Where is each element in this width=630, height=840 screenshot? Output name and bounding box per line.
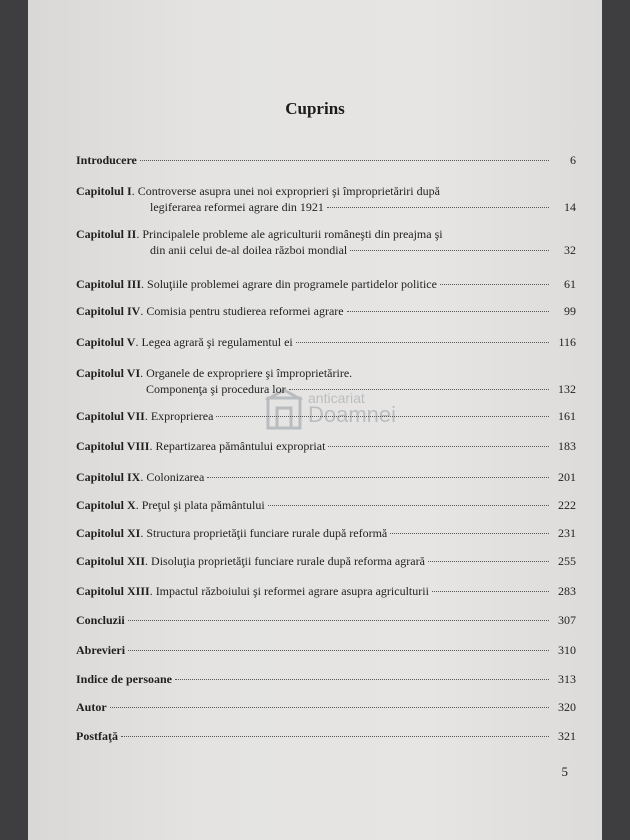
toc-entry-label: Concluzii bbox=[76, 613, 125, 627]
toc-entry-capitolul-6[interactable] bbox=[76, 365, 576, 397]
toc-entry-title: . Organele de expropriere şi împroprietărire. bbox=[140, 366, 353, 380]
toc-entry-title: . Comisia pentru studierea reformei agrare bbox=[140, 304, 344, 318]
toc-entry-label: Abrevieri bbox=[76, 643, 126, 657]
toc-entry-capitolul-10[interactable] bbox=[76, 497, 576, 513]
dot-leader bbox=[327, 207, 549, 208]
toc-entry-title: . Preţul şi plata pământului bbox=[135, 498, 265, 512]
toc-entry-autor[interactable] bbox=[76, 699, 576, 715]
toc-entry-page: 255 bbox=[558, 554, 576, 568]
toc-entry-title: . Principalele probleme ale agriculturii româneşti din preajma şi bbox=[136, 227, 443, 241]
toc-entry-capitolul-8[interactable] bbox=[76, 438, 576, 454]
toc-entry-label: Capitolul VI bbox=[76, 366, 141, 380]
toc-entry-title-cont: din anii celui de-al doilea război mondial bbox=[150, 243, 348, 257]
toc-entry-title-cont: Componenţa şi procedura lor bbox=[146, 382, 286, 396]
toc-entry-page: 6 bbox=[570, 153, 576, 167]
toc-entry-postfata[interactable] bbox=[76, 728, 576, 744]
toc-entry-label: Autor bbox=[76, 700, 107, 714]
toc-entry-page: 161 bbox=[558, 409, 576, 423]
toc-entry-label: Capitolul V bbox=[76, 335, 136, 349]
toc-entry-title-cont: legiferarea reformei agrare din 1921 bbox=[150, 200, 324, 214]
toc-entry-title: . Controverse asupra unei noi exproprieri şi împroprietăriri după bbox=[131, 184, 440, 198]
toc-entry-page: 222 bbox=[558, 498, 576, 512]
book-page bbox=[28, 0, 602, 840]
toc-entry-page: 283 bbox=[558, 584, 576, 598]
toc-entry-label: Capitolul III bbox=[76, 277, 142, 291]
toc-entry-page: 307 bbox=[558, 613, 576, 627]
toc-entry-page: 61 bbox=[564, 277, 576, 291]
toc-entry-title: . Impactul războiului şi reformei agrare asupra agriculturii bbox=[149, 584, 429, 598]
dot-leader bbox=[328, 446, 549, 447]
toc-entry-page: 231 bbox=[558, 526, 576, 540]
toc-entry-page: 99 bbox=[564, 304, 576, 318]
toc-entry-title: . Disoluţia proprietăţii funciare rurale după reforma agrară bbox=[145, 554, 425, 568]
toc-entry-label: Indice de persoane bbox=[76, 672, 172, 686]
dot-leader bbox=[350, 250, 549, 251]
toc-entry-indice-de-persoane[interactable] bbox=[76, 671, 576, 687]
dot-leader bbox=[128, 620, 549, 621]
toc-entry-capitolul-1[interactable] bbox=[76, 183, 576, 215]
dot-leader bbox=[110, 707, 549, 708]
toc-entry-capitolul-5[interactable] bbox=[76, 334, 576, 350]
dot-leader bbox=[428, 561, 549, 562]
toc-entry-label: Postfaţă bbox=[76, 729, 118, 743]
toc-entry-capitolul-4[interactable] bbox=[76, 303, 576, 319]
toc-entry-page: 313 bbox=[558, 672, 576, 686]
dot-leader bbox=[440, 284, 549, 285]
toc-entry-title: . Structura proprietăţii funciare rurale după reformă bbox=[140, 526, 388, 540]
toc-entry-concluzii[interactable] bbox=[76, 612, 576, 628]
dot-leader bbox=[390, 533, 549, 534]
dot-leader bbox=[289, 389, 549, 390]
toc-entry-label: Capitolul XII bbox=[76, 554, 146, 568]
toc-entry-page: 321 bbox=[558, 729, 576, 743]
dot-leader bbox=[175, 679, 549, 680]
toc-entry-introducere[interactable] bbox=[76, 152, 576, 168]
toc-entry-title: . Legea agrară şi regulamentul ei bbox=[135, 335, 293, 349]
dot-leader bbox=[207, 477, 549, 478]
toc-entry-abrevieri[interactable] bbox=[76, 642, 576, 658]
dot-leader bbox=[296, 342, 549, 343]
toc-entry-title: . Repartizarea pământului expropriat bbox=[149, 439, 326, 453]
toc-entry-label: Capitolul IX bbox=[76, 470, 141, 484]
toc-entry-page: 132 bbox=[558, 382, 576, 396]
toc-entry-capitolul-13[interactable] bbox=[76, 583, 576, 599]
toc-entry-label: Capitolul XI bbox=[76, 526, 141, 540]
toc-entry-title: . Colonizarea bbox=[140, 470, 205, 484]
toc-entry-page: 32 bbox=[564, 243, 576, 257]
toc-entry-capitolul-12[interactable] bbox=[76, 553, 576, 569]
dot-leader bbox=[140, 160, 549, 161]
toc-entry-label: Capitolul VIII bbox=[76, 439, 150, 453]
watermark-text-top: anticariat bbox=[308, 390, 365, 406]
toc-entry-label: Capitolul IV bbox=[76, 304, 141, 318]
dot-leader bbox=[128, 650, 549, 651]
toc-entry-page: 320 bbox=[558, 700, 576, 714]
toc-entry-capitolul-2[interactable] bbox=[76, 226, 576, 258]
toc-entry-title: . Soluţiile problemei agrare din programele partidelor politice bbox=[141, 277, 437, 291]
toc-entry-capitolul-9[interactable] bbox=[76, 469, 576, 485]
toc-entry-page: 201 bbox=[558, 470, 576, 484]
toc-entry-label: Capitolul X bbox=[76, 498, 136, 512]
page-number: 5 bbox=[561, 764, 568, 779]
watermark-text-bottom: Doamnei bbox=[308, 402, 397, 427]
toc-entry-page: 14 bbox=[564, 200, 576, 214]
toc-entry-capitolul-11[interactable] bbox=[76, 525, 576, 541]
toc-entry-page: 183 bbox=[558, 439, 576, 453]
toc-entry-page: 116 bbox=[558, 335, 576, 349]
toc-entry-capitolul-7[interactable] bbox=[76, 408, 576, 424]
toc-entry-label: Capitolul I bbox=[76, 184, 132, 198]
dot-leader bbox=[121, 736, 549, 737]
page-title: Cuprins bbox=[285, 99, 345, 118]
toc-entry-label: Capitolul XIII bbox=[76, 584, 150, 598]
dot-leader bbox=[268, 505, 549, 506]
toc-entry-label: Capitolul II bbox=[76, 227, 137, 241]
dot-leader bbox=[216, 416, 549, 417]
toc-entry-label: Introducere bbox=[76, 153, 137, 167]
dot-leader bbox=[347, 311, 549, 312]
toc-entry-title: . Exproprierea bbox=[144, 409, 214, 423]
dot-leader bbox=[432, 591, 549, 592]
toc-entry-label: Capitolul VII bbox=[76, 409, 145, 423]
toc-entry-capitolul-3[interactable] bbox=[76, 276, 576, 292]
toc-entry-page: 310 bbox=[558, 643, 576, 657]
